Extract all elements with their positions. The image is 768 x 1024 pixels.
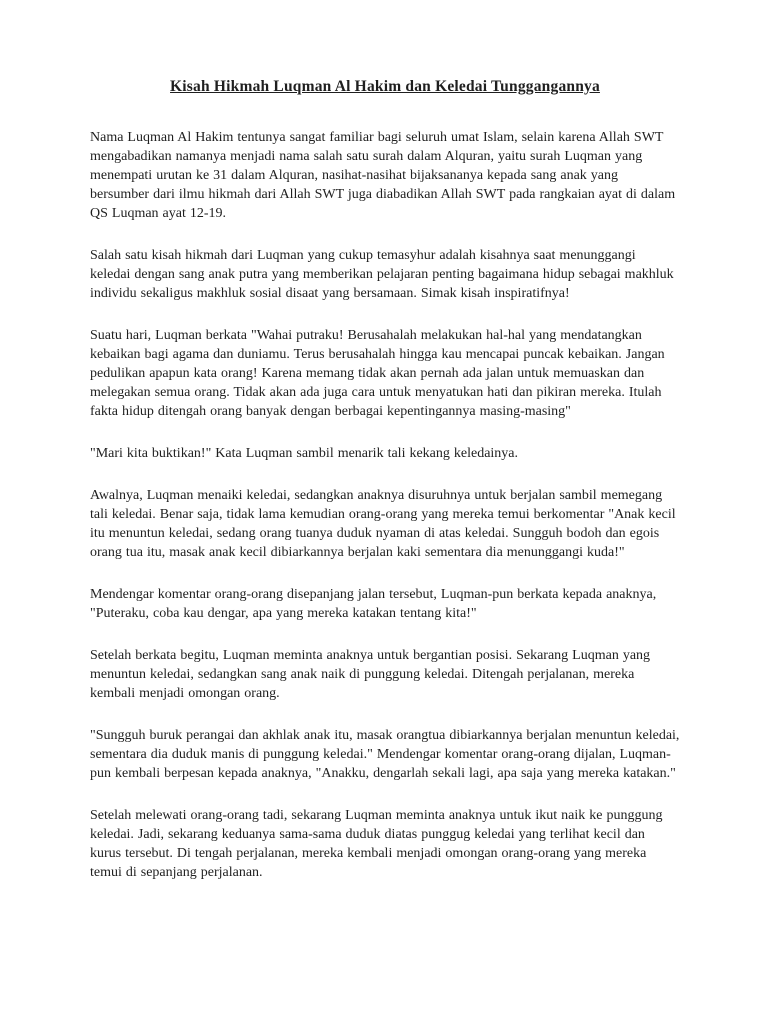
document-body — [90, 128, 680, 882]
paragraph-5: Awalnya, Luqman menaiki keledai, sedangkan anaknya disuruhnya untuk berjalan sambil memegang tali keledai. Benar saja, tidak lama kemudian orang-orang yang mereka temui berkomentar "Anak kecil itu menuntun keledai, sedang orang tuanya duduk nyaman di atas keledai. Sungguh bodoh dan egois orang tua itu, masak anak kecil dibiarkannya berjalan kaki sementara dia menunggangi kuda!" — [90, 488, 676, 560]
paragraph-8: "Sungguh buruk perangai dan akhlak anak itu, masak orangtua dibiarkannya berjalan menuntun keledai, sementara dia duduk manis di punggung keledai." Mendengar komentar orang-orang dijalan, Luqman-pun kembali berpesan kepada anaknya, "Anakku, dengarlah sekali lagi, apa saja yang mereka katakan." — [90, 728, 680, 781]
paragraph-4: "Mari kita buktikan!" Kata Luqman sambil menarik tali kekang keledainya. — [90, 446, 519, 461]
paragraph-6: Mendengar komentar orang-orang disepanjang jalan tersebut, Luqman-pun berkata kepada anaknya, "Puteraku, coba kau dengar, apa yang mereka katakan tentang kita!" — [90, 587, 657, 621]
paragraph-7: Setelah berkata begitu, Luqman meminta anaknya untuk bergantian posisi. Sekarang Luqman yang menuntun keledai, sedangkan sang anak naik di punggung keledai. Ditengah perjalanan, mereka kembali menjadi omongan orang. — [90, 648, 651, 701]
document-title: Kisah Hikmah Luqman Al Hakim dan Keledai Tunggangannya — [170, 78, 600, 95]
paragraph-3: Suatu hari, Luqman berkata "Wahai putraku! Berusahalah melakukan hal-hal yang mendatangkan kebaikan bagi agama dan duniamu. Terus berusahalah hingga kau mencapai puncak kebaikan. Jangan pedulikan apapun kata orang! Karena memang tidak akan pernah ada jalan untuk memuaskan dan melegakan semua orang. Tidak akan ada juga cara untuk menyatukan hati dan pikiran mereka. Itulah fakta hidup ditengah orang banyak dengan berbagai kepentingannya masing-masing" — [90, 328, 665, 419]
paragraph-9: Setelah melewati orang-orang tadi, sekarang Luqman meminta anaknya untuk ikut naik ke punggung keledai. Jadi, sekarang keduanya sama-sama duduk diatas punggug keledai yang terlihat kecil dan kurus tersebut. Di tengah perjalanan, mereka kembali menjadi omongan orang-orang yang mereka temui di sepanjang perjalanan. — [90, 808, 663, 880]
paragraph-2: Salah satu kisah hikmah dari Luqman yang cukup temasyhur adalah kisahnya saat menunggangi keledai dengan sang anak putra yang memberikan pelajaran penting bagaimana hidup sebagai makhluk individu sekaligus makhluk sosial disaat yang bersamaan. Simak kisah inspiratifnya! — [90, 248, 674, 301]
paragraph-1: Nama Luqman Al Hakim tentunya sangat familiar bagi seluruh umat Islam, selain karena Allah SWT mengabadikan namanya menjadi nama salah satu surah dalam Alquran, yaitu surah Luqman yang menempati urutan ke 31 dalam Alquran, nasihat-nasihat bijaksananya kepada sang anak yang bersumber dari ilmu hikmah dari Allah SWT juga diabadikan Allah SWT pada rangkaian ayat di dalam QS Luqman ayat 12-19. — [90, 130, 676, 221]
